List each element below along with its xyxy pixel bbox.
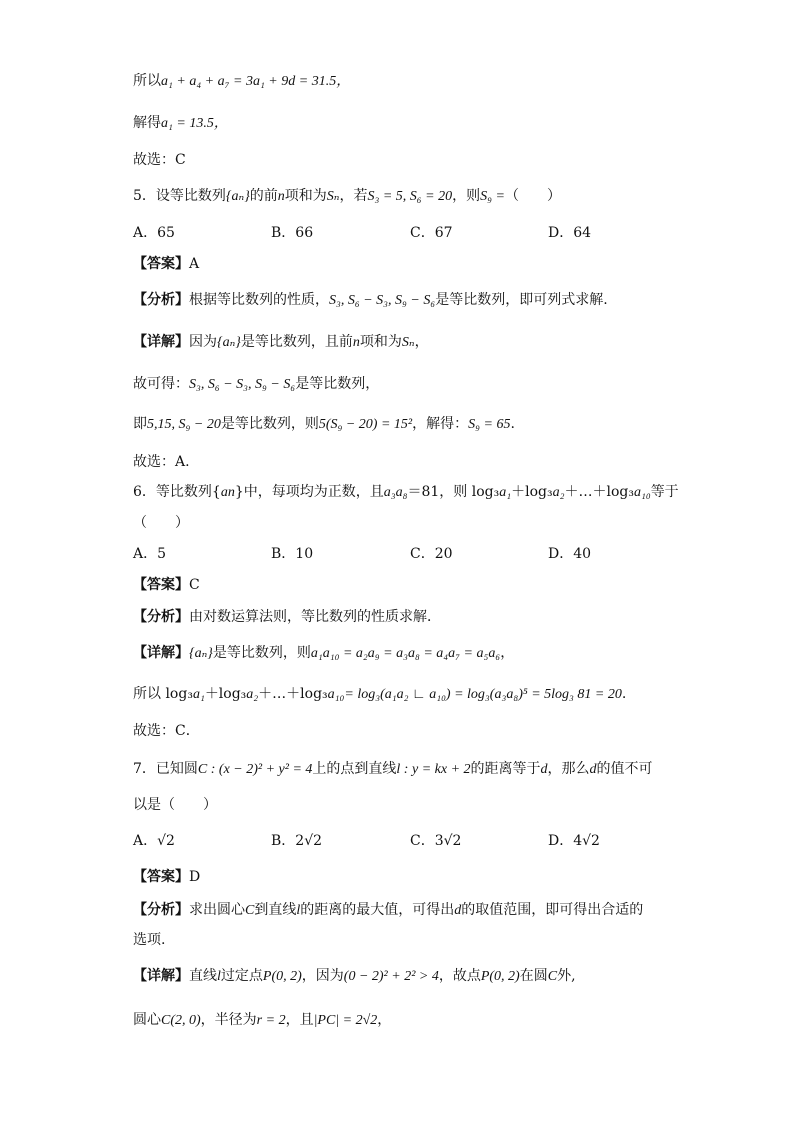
formula: 5,15, S₉ − 20 xyxy=(147,417,221,432)
option-a: A．5 xyxy=(133,546,167,562)
answer-value: A xyxy=(189,256,200,272)
solution-line xyxy=(133,113,228,134)
text: 故可得： xyxy=(133,376,189,392)
formula: P(0, 2) xyxy=(262,969,302,984)
question-5-stem xyxy=(133,186,561,207)
text: ，那么 xyxy=(547,761,590,777)
question-6-detail-line xyxy=(133,684,626,705)
detail-tag: 【详解】 xyxy=(133,334,189,350)
option-d: D．40 xyxy=(548,546,592,562)
formula: n xyxy=(352,335,360,350)
text: 到直线 xyxy=(254,902,297,918)
formula: a₂ xyxy=(552,485,565,500)
option-b: B．66 xyxy=(271,225,314,241)
formula: a₁a₁₀ = a₂a₉ = a₃a₈ = a₄a₇ = a₅a₆ xyxy=(310,646,501,661)
question-6-stem xyxy=(133,482,679,503)
formula: n xyxy=(277,189,285,204)
formula: (0 − 2)² + 2² > 4 xyxy=(343,969,439,984)
formula: a₂ xyxy=(246,687,259,702)
question-5-detail-line xyxy=(133,414,515,435)
detail-tag: 【详解】 xyxy=(133,968,189,984)
text: 过定点 xyxy=(220,968,263,984)
text: 外, xyxy=(557,968,576,984)
formula: {aₙ} xyxy=(189,646,213,661)
formula: C : (x − 2)² + y² = 4 xyxy=(197,762,313,777)
formula: S₉ = 65 xyxy=(468,417,511,432)
formula: S₉ = xyxy=(480,189,505,204)
formula: r = 2 xyxy=(256,1013,286,1028)
question-7-stem xyxy=(133,759,653,780)
question-5-choose xyxy=(133,452,190,472)
text: 是等比数列， xyxy=(295,376,380,392)
text: 故选：C xyxy=(133,152,186,168)
formula: a₁₀ xyxy=(327,687,345,702)
text: 解得 xyxy=(133,115,161,131)
text: . xyxy=(621,686,627,702)
question-5-detail xyxy=(133,332,429,353)
text: 是等比数列，则 xyxy=(212,645,311,661)
formula: l xyxy=(296,903,301,918)
question-7-stem-cont xyxy=(133,795,217,815)
text: ＋…＋log₃ xyxy=(564,484,634,500)
question-6-stem-cont xyxy=(133,513,189,533)
option-a: A．65 xyxy=(133,225,175,241)
formula: l : y = kx + 2 xyxy=(396,762,471,777)
question-6-analysis xyxy=(133,607,441,627)
text: 即 xyxy=(133,416,147,432)
formula: d xyxy=(589,762,597,777)
question-7-answer xyxy=(133,867,200,887)
formula: a₁₀ xyxy=(633,485,651,500)
text: ＋…＋log₃ xyxy=(258,686,328,702)
formula: C xyxy=(547,969,558,984)
answer-value: D xyxy=(189,869,201,885)
formula: a₁ + a₄ + a₇ = 3a₁ + 9d = 31.5， xyxy=(161,74,351,89)
text: 5．设等比数列 xyxy=(133,188,226,204)
text: 圆心 xyxy=(133,1012,161,1028)
detail-tag: 【详解】 xyxy=(133,645,189,661)
question-6-detail xyxy=(133,643,514,664)
option-a: A．√2 xyxy=(133,833,175,849)
option-b: B．2√2 xyxy=(271,833,323,849)
solution-line xyxy=(133,71,350,92)
formula: d xyxy=(540,762,548,777)
option-c: C．20 xyxy=(410,546,453,562)
question-7-analysis-cont xyxy=(133,930,165,950)
text: 7．已知圆 xyxy=(133,761,198,777)
text: 所以 xyxy=(133,73,161,89)
text: （ ） xyxy=(504,188,561,204)
text: 根据等比数列的性质， xyxy=(189,292,329,308)
text: 求出圆心 xyxy=(189,902,245,918)
text: 在圆 xyxy=(519,968,548,984)
question-5-analysis xyxy=(133,290,608,311)
text: 直线 xyxy=(189,968,217,984)
text: ＝81，则 log₃ xyxy=(407,484,500,500)
text: 的距离的最大值，可得出 xyxy=(300,902,455,918)
option-b: B．10 xyxy=(271,546,314,562)
option-c: C．67 xyxy=(410,225,453,241)
question-7-analysis xyxy=(133,900,643,921)
formula: S₃ = 5, S₆ = 20 xyxy=(367,189,453,204)
text: ，解得： xyxy=(412,416,469,432)
text: 等于 xyxy=(650,484,679,500)
text: 故选：C． xyxy=(133,723,200,739)
formula: = log₃(a₁a₂ ∟ a₁₀) = log₃(a₃a₈)⁵ = 5log₃ 81 = 20 xyxy=(344,687,622,702)
text: 由对数运算法则，等比数列的性质求解． xyxy=(189,609,441,625)
text: ，半径为 xyxy=(200,1012,257,1028)
formula: {aₙ} xyxy=(217,335,241,350)
text: 所以 log₃ xyxy=(133,686,193,702)
text: 是等比数列，则 xyxy=(220,416,319,432)
text: 因为 xyxy=(189,334,217,350)
formula: |PC| = 2√2 xyxy=(313,1013,378,1028)
formula: a₁ xyxy=(192,687,205,702)
formula: P(0, 2) xyxy=(480,969,520,984)
option-d: D．64 xyxy=(548,225,592,241)
formula: S₃, S₆ − S₃, S₉ − S₆ xyxy=(189,377,296,392)
text: （ ） xyxy=(133,515,189,531)
text: 项和为 xyxy=(359,334,402,350)
answer-tag: 【答案】 xyxy=(133,256,189,272)
question-7-detail-line xyxy=(133,1010,391,1031)
formula: C xyxy=(245,903,255,918)
formula: 5(S₉ − 20) = 15² xyxy=(318,417,413,432)
formula: a₁ = 13.5， xyxy=(161,116,228,131)
analysis-tag: 【分析】 xyxy=(133,902,189,918)
formula: S₃, S₆ − S₃, S₉ − S₆ xyxy=(329,293,436,308)
text: 选项. xyxy=(133,932,166,948)
text: ， xyxy=(500,645,515,661)
question-6-choose xyxy=(133,721,200,741)
text: ＋log₃ xyxy=(511,484,553,500)
formula: Sₙ xyxy=(401,335,415,350)
choice-line xyxy=(133,150,186,170)
text: 的值不可 xyxy=(596,761,653,777)
text: ，若 xyxy=(339,188,368,204)
text: ， xyxy=(377,1012,392,1028)
formula: {aₙ} xyxy=(225,189,250,204)
formula: C(2, 0) xyxy=(161,1013,201,1028)
text: 的取值范围，即可得出合适的 xyxy=(461,902,644,918)
text: ，则 xyxy=(452,188,481,204)
option-c: C．3√2 xyxy=(410,833,462,849)
text: ， xyxy=(414,334,429,350)
answer-tag: 【答案】 xyxy=(133,577,189,593)
text: 的前 xyxy=(249,188,278,204)
text: . xyxy=(510,416,515,432)
formula: a₁ xyxy=(499,485,512,500)
formula: a₃a₈ xyxy=(383,485,408,500)
formula: Sₙ xyxy=(326,189,340,204)
text: 上的点到直线 xyxy=(312,761,397,777)
formula: l xyxy=(217,969,221,984)
answer-tag: 【答案】 xyxy=(133,869,189,885)
question-5-detail-line xyxy=(133,374,379,395)
question-6-answer xyxy=(133,575,200,595)
text: ＋log₃ xyxy=(204,686,247,702)
text: 是等比数列，且前 xyxy=(240,334,353,350)
text: }中，每项均为正数，且 xyxy=(234,484,384,500)
formula: an xyxy=(220,485,235,500)
text: 是等比数列，即可列式求解. xyxy=(435,292,608,308)
analysis-tag: 【分析】 xyxy=(133,609,189,625)
question-7-detail xyxy=(133,966,576,987)
text: 的距离等于 xyxy=(470,761,541,777)
text: 6．等比数列{ xyxy=(133,484,221,500)
analysis-tag: 【分析】 xyxy=(133,292,189,308)
text: ，且 xyxy=(285,1012,314,1028)
text: 故选：A. xyxy=(133,454,190,470)
text: 以是（ ） xyxy=(133,797,217,813)
text: ，因为 xyxy=(301,968,344,984)
text: ，故点 xyxy=(438,968,481,984)
answer-value: C xyxy=(189,577,200,593)
text: 项和为 xyxy=(284,188,327,204)
option-d: D．4√2 xyxy=(548,833,600,849)
question-5-answer xyxy=(133,254,199,274)
formula: d xyxy=(454,903,462,918)
